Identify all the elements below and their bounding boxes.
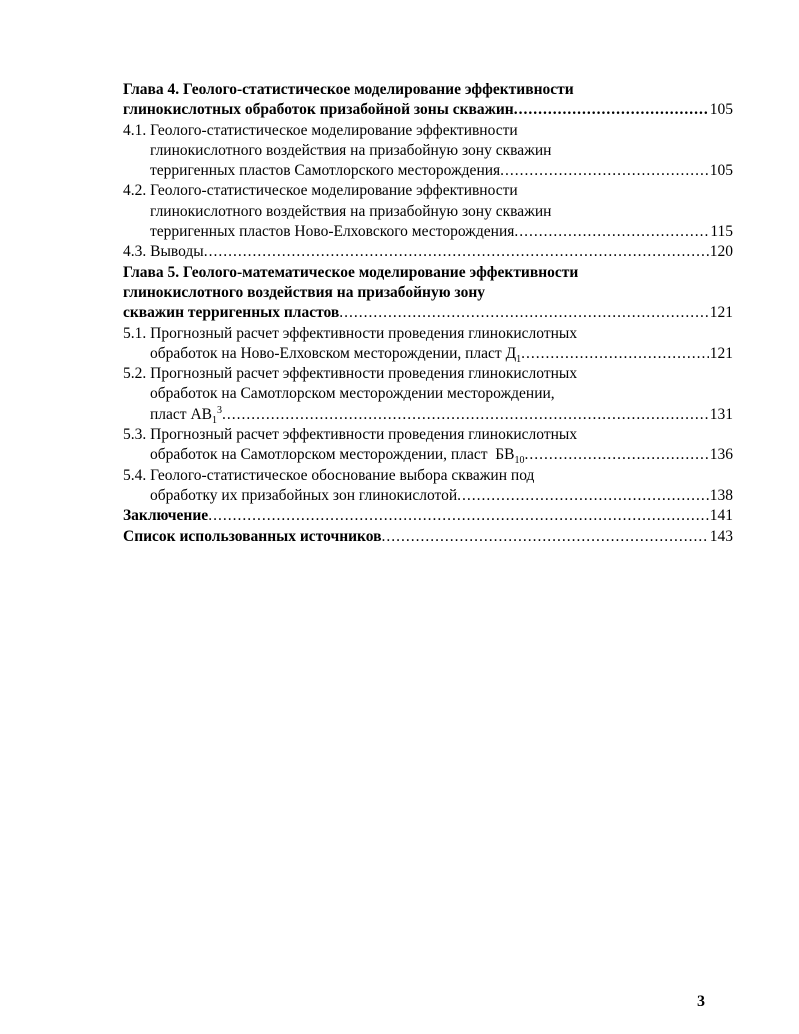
toc-text: 4.2. Геолого-статистическое моделирование эффективности bbox=[123, 182, 518, 200]
toc-section-5-2-line-3 bbox=[123, 405, 733, 425]
toc-section-4-1-line-1 bbox=[123, 121, 733, 141]
dot-leader bbox=[457, 486, 709, 506]
toc-text: глинокислотного воздействия на призабойную зону скважин bbox=[150, 202, 552, 220]
toc-chapter-5-title-line-1 bbox=[123, 263, 733, 283]
superscript: 3 bbox=[216, 404, 222, 416]
toc-section-5-3-line-2 bbox=[123, 445, 733, 465]
toc-chapter-4-title-line-2 bbox=[123, 100, 733, 120]
toc-text: Глава 4. Геолого-статистическое моделирование эффективности bbox=[123, 81, 574, 98]
toc-text: 5.4. Геолого-статистическое обоснование выбора скважин под bbox=[123, 466, 535, 484]
toc-text: 4.3. Выводы bbox=[123, 243, 204, 261]
toc-conclusion bbox=[123, 506, 733, 526]
toc-references bbox=[123, 527, 733, 547]
toc-text: обработок на Самотлорском месторождении месторождении, bbox=[150, 385, 555, 403]
toc-section-5-2-line-2 bbox=[123, 384, 733, 404]
toc-section-5-2-line-1 bbox=[123, 364, 733, 384]
dot-leader bbox=[521, 344, 709, 364]
toc-text-group bbox=[150, 445, 524, 465]
dot-leader bbox=[339, 303, 708, 323]
toc-section-4-1-line-2 bbox=[123, 141, 733, 161]
toc-text: терригенных пластов Ново-Елховского месторождения bbox=[150, 223, 515, 241]
subscript: 10 bbox=[514, 455, 525, 467]
dot-leader bbox=[524, 445, 708, 465]
toc-text: 5.3. Прогнозный расчет эффективности проведения глинокислотных bbox=[123, 426, 578, 444]
toc-chapter-5-title-line-2 bbox=[123, 283, 733, 303]
toc-section-5-1-line-2 bbox=[123, 344, 733, 364]
dot-leader bbox=[514, 222, 709, 242]
dot-leader bbox=[208, 506, 709, 526]
toc-section-5-3-line-1 bbox=[123, 425, 733, 445]
toc-page-number: 131 bbox=[709, 405, 733, 423]
toc-section-4-2-line-3 bbox=[123, 222, 733, 242]
toc-chapter-5-title-line-3 bbox=[123, 303, 733, 323]
subscript: 1 bbox=[211, 414, 217, 426]
dot-leader bbox=[500, 161, 709, 181]
toc-text: глинокислотного воздействия на призабойную зону скважин bbox=[150, 141, 552, 159]
dot-leader bbox=[382, 527, 709, 547]
toc-text: скважин терригенных пластов bbox=[123, 304, 340, 322]
toc-page-number: 138 bbox=[709, 486, 733, 504]
subscript: 1 bbox=[516, 353, 522, 365]
toc-chapter-4-title-line-1 bbox=[123, 80, 733, 100]
toc-page-number: 115 bbox=[710, 223, 733, 241]
toc-section-5-4-line-2 bbox=[123, 486, 733, 506]
toc-text: обработок на Ново-Елховском месторождении, пласт Д bbox=[150, 344, 517, 362]
toc-text: Список использованных источников bbox=[123, 527, 382, 545]
toc-section-4-3 bbox=[123, 242, 733, 262]
toc-section-5-4-line-1 bbox=[123, 466, 733, 486]
toc-page-number: 105 bbox=[709, 162, 733, 180]
toc-text: обработок на Самотлорском месторождении, пласт БВ bbox=[150, 446, 515, 464]
toc-page-number: 143 bbox=[709, 527, 733, 545]
toc-page-number: 120 bbox=[709, 243, 733, 261]
toc-text: обработку их призабойных зон глинокислотой bbox=[150, 486, 458, 504]
toc-section-4-1-line-3 bbox=[123, 161, 733, 181]
toc-text-group bbox=[150, 405, 222, 425]
toc-text-group bbox=[150, 344, 521, 364]
dot-leader bbox=[514, 100, 709, 120]
toc-text: глинокислотного воздействия на призабойную зону bbox=[123, 283, 485, 301]
toc-page-number: 121 bbox=[709, 344, 733, 362]
toc-text: терригенных пластов Самотлорского месторождения bbox=[150, 162, 501, 180]
toc-section-4-2-line-1 bbox=[123, 181, 733, 201]
table-of-contents bbox=[123, 80, 733, 547]
toc-text: Глава 5. Геолого-математическое моделирование эффективности bbox=[123, 263, 579, 281]
toc-text: 5.2. Прогнозный расчет эффективности проведения глинокислотных bbox=[123, 365, 578, 383]
toc-text: 5.1. Прогнозный расчет эффективности проведения глинокислотных bbox=[123, 324, 578, 342]
toc-text: 4.1. Геолого-статистическое моделирование эффективности bbox=[123, 121, 518, 139]
dot-leader bbox=[204, 242, 709, 262]
toc-page-number: 136 bbox=[709, 446, 733, 464]
toc-text: пласт АВ bbox=[150, 405, 212, 423]
toc-text: глинокислотных обработок призабойной зоны скважин bbox=[123, 101, 514, 119]
dot-leader bbox=[222, 405, 709, 425]
toc-page-number: 105 bbox=[709, 101, 733, 119]
toc-page-number: 121 bbox=[709, 304, 733, 322]
toc-section-4-2-line-2 bbox=[123, 202, 733, 222]
toc-text: Заключение bbox=[123, 507, 209, 525]
page-number: 3 bbox=[697, 993, 705, 1010]
toc-section-5-1-line-1 bbox=[123, 324, 733, 344]
toc-page-number: 141 bbox=[709, 507, 733, 525]
